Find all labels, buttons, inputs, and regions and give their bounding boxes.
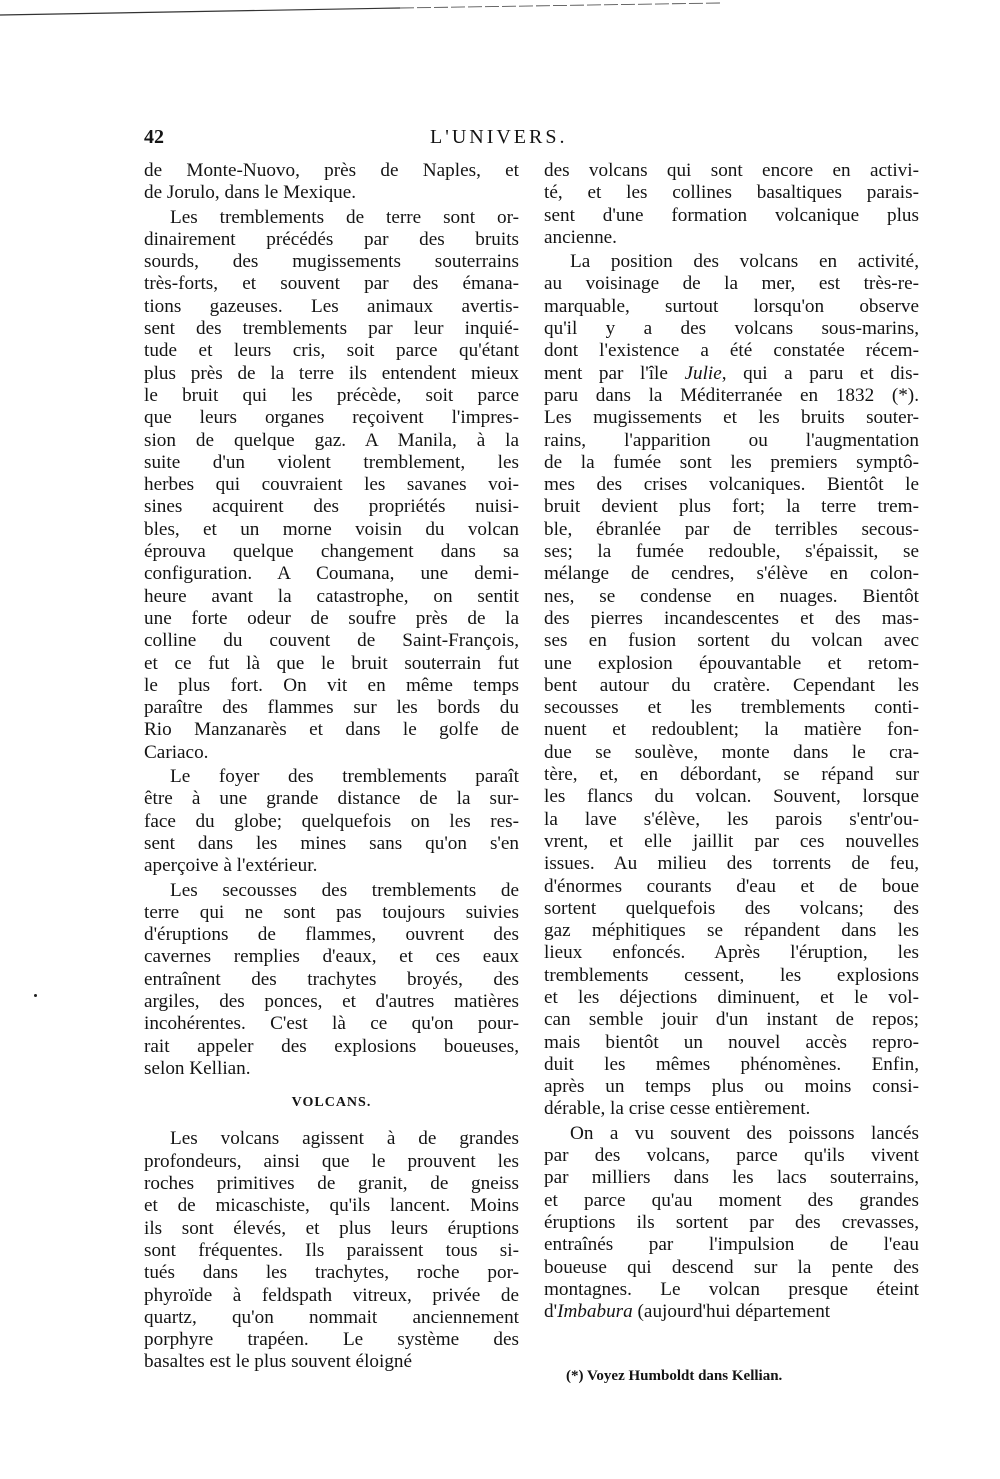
text-line: configuration. A Coumana, une demi- xyxy=(144,563,519,585)
text-line: mélange de cendres, s'élève en colon- xyxy=(544,563,919,585)
left-column xyxy=(144,160,519,1374)
text-line: sent d'une formation volcanique plus xyxy=(544,204,919,226)
text-line: Les mugissements et les bruits souter- xyxy=(544,407,919,429)
text-line: d'éruptions de flammes, ouvrent des xyxy=(144,924,519,946)
text-line: de Jorulo, dans le Mexique. xyxy=(144,182,357,204)
text-line: Cariaco. xyxy=(144,741,209,763)
paragraph xyxy=(544,160,919,249)
text-line: sion de quelque gaz. A Manila, à la xyxy=(144,429,519,451)
text-line: boueuse qui descend sur la pente des xyxy=(544,1256,919,1278)
text-line: colline du couvent de Saint-François, xyxy=(144,630,519,652)
text-line: ble, ébranlée par de terribles secous- xyxy=(544,518,919,540)
running-title: L'UNIVERS. xyxy=(430,126,568,148)
text-line: tude et leurs cris, soit parce qu'étant xyxy=(144,340,519,362)
text-line: aperçoive à l'extérieur. xyxy=(144,855,318,877)
text-line: et parce qu'au moment des grandes xyxy=(544,1189,919,1211)
text-line: au voisinage de la mer, est très-re- xyxy=(544,273,919,295)
text-line: ancienne. xyxy=(544,226,617,248)
text-line: issues. Au milieu des torrents de feu, xyxy=(544,853,919,875)
text-line: ses en fusion sortent du volcan avec xyxy=(544,630,919,652)
text-line: roches primitives de granit, de gneiss xyxy=(144,1173,519,1195)
text-line: Le foyer des tremblements paraît xyxy=(170,766,519,788)
text-line: plus près de la terre ils entendent mieux xyxy=(144,362,519,384)
text-line: que leurs organes reçoivent l'impres- xyxy=(144,407,519,429)
text-line: le plus fort. On vit en même temps xyxy=(144,674,519,696)
text-line: rains, l'apparition ou l'augmentation xyxy=(544,429,919,451)
text-line: Les secousses des tremblements de xyxy=(170,879,519,901)
text-line: par des volcans, parce qu'ils vivent xyxy=(544,1145,919,1167)
text-line: basaltes est le plus souvent éloigné xyxy=(144,1351,413,1373)
text-line: et de micaschiste, qu'ils lancent. Moins xyxy=(144,1195,519,1217)
right-column xyxy=(544,160,919,1323)
text-line: paraître des flammes sur les bords du xyxy=(144,697,519,719)
text-line: duit les mêmes phénomènes. Enfin, xyxy=(544,1053,919,1075)
text-line: paru dans la Méditerranée en 1832 (*). xyxy=(544,384,919,406)
text-line: sent des tremblements par leur inquié- xyxy=(144,318,519,340)
text-line: bles, et un morne voisin du volcan xyxy=(144,518,519,540)
text-line: secousses et les tremblements conti- xyxy=(544,697,919,719)
text-line: sent dans les mines sans qu'on s'en xyxy=(144,832,519,854)
text-line: argiles, des ponces, et d'autres matières xyxy=(144,990,519,1012)
text-line: phyroïde à feldspath vitreux, privée de xyxy=(144,1284,519,1306)
text-line: éruptions ils sortent par des crevasses, xyxy=(544,1211,919,1233)
text-line: une explosion épouvantable et retom- xyxy=(544,652,919,674)
text-line: heure avant la catastrophe, on sentit xyxy=(144,585,519,607)
text-line: être à une grande distance de la sur- xyxy=(144,788,519,810)
text-line: très-forts, et souvent par des émana- xyxy=(144,273,519,295)
running-head xyxy=(144,126,924,156)
text-line: tués dans les trachytes, roche por- xyxy=(144,1262,519,1284)
page-number: 42 xyxy=(144,126,164,148)
paragraph xyxy=(144,160,519,205)
text-line: et ce fut là que le bruit souterrain fut xyxy=(144,652,519,674)
text-line: de Monte-Nuovo, près de Naples, et xyxy=(144,160,519,181)
text-line: nuent et redoublent; la matière fon- xyxy=(544,719,919,741)
text-line: marquable, surtout lorsqu'on observe xyxy=(544,295,919,317)
text-line: le bruit qui les précède, soit parce xyxy=(144,384,519,406)
text-line: tremblements cessent, les explosions xyxy=(544,964,919,986)
text-line: suite d'un violent tremblement, les xyxy=(144,451,519,473)
text-line: ment par l'île Julie, qui a paru et dis- xyxy=(544,362,919,384)
text-line: tère, et, en débordant, se répand sur xyxy=(544,764,919,786)
text-line: nes, se condense en nuages. Bientôt xyxy=(544,585,919,607)
text-line: porphyre trapéen. Le système des xyxy=(144,1329,519,1351)
text-line: éprouva quelque changement dans sa xyxy=(144,541,519,563)
text-line: sourds, des mugissements souterrains xyxy=(144,251,519,273)
text-line: une forte odeur de soufre près de la xyxy=(144,607,519,629)
text-line: dérable, la crise cesse entièrement. xyxy=(544,1098,811,1120)
text-line: due se soulève, monte dans le cra- xyxy=(544,741,919,763)
text-line: On a vu souvent des poissons lancés xyxy=(570,1122,919,1144)
text-line: rait appeler des explosions boueuses, xyxy=(144,1035,519,1057)
text-line: ils sont élevés, et plus leurs éruptions xyxy=(144,1217,519,1239)
text-line: après un temps plus ou moins consi- xyxy=(544,1076,919,1098)
text-line: bent autour du cratère. Cependant les xyxy=(544,674,919,696)
text-line: face du globe; quelquefois on les res- xyxy=(144,810,519,832)
paragraph xyxy=(144,766,519,877)
text-line: entraînés par l'impulsion de l'eau xyxy=(544,1234,919,1256)
text-line: des pierres incandescentes et des mas- xyxy=(544,607,919,629)
text-line: quartz, qu'on nommait anciennement xyxy=(144,1306,519,1328)
paragraph xyxy=(544,251,919,1121)
text-line: cavernes remplies d'eaux, et ces eaux xyxy=(144,946,519,968)
paragraph xyxy=(544,1123,919,1324)
text-line: sont fréquentes. Ils paraissent tous si- xyxy=(144,1239,519,1261)
text-line: Les tremblements de terre sont or- xyxy=(170,206,519,228)
text-line: d'Imbabura (aujourd'hui département xyxy=(544,1301,831,1323)
text-line: sines acquirent des propriétés nuisi- xyxy=(144,496,519,518)
paragraph xyxy=(144,207,519,764)
text-line: selon Kellian. xyxy=(144,1057,251,1079)
text-line: incohérentes. C'est là ce qu'on pour- xyxy=(144,1013,519,1035)
footnote: (*) Voyez Humboldt dans Kellian. xyxy=(566,1368,783,1384)
text-line: bruit devient plus fort; la terre trem- xyxy=(544,496,919,518)
text-line: mes des crises volcaniques. Bientôt le xyxy=(544,474,919,496)
text-line: sortent quelquefois des volcans; des xyxy=(544,897,919,919)
text-line: tions gazeuses. Les animaux avertis- xyxy=(144,295,519,317)
text-line: de la fumée sont les premiers symptô- xyxy=(544,451,919,473)
text-line: dinairement précédés par des bruits xyxy=(144,228,519,250)
text-line: herbes qui couvraient les savanes voi- xyxy=(144,474,519,496)
paragraph xyxy=(144,1128,519,1373)
text-line: terre qui ne sont pas toujours suivies xyxy=(144,901,519,923)
text-line: profondeurs, ainsi que le prouvent les xyxy=(144,1150,519,1172)
scan-edge-artifact xyxy=(0,2,720,14)
text-line: entraînent des trachytes broyés, des xyxy=(144,968,519,990)
text-line: ses; la fumée redouble, s'épaissit, se xyxy=(544,541,919,563)
text-line: vrent, et elle jaillit par ces nouvelles xyxy=(544,830,919,852)
text-line: mais bientôt un nouvel accès repro- xyxy=(544,1031,919,1053)
text-line: lieux enfoncés. Après l'éruption, les xyxy=(544,942,919,964)
text-line: gaz méphitiques se répandent dans les xyxy=(544,920,919,942)
text-line: qu'il y a des volcans sous-marins, xyxy=(544,318,919,340)
text-line: et les déjections diminuent, et le vol- xyxy=(544,986,919,1008)
section-heading: VOLCANS. xyxy=(291,1095,372,1111)
text-line: d'énormes courants d'eau et de boue xyxy=(544,875,919,897)
scan-speck xyxy=(34,994,37,997)
text-line: par milliers dans les lacs souterrains, xyxy=(544,1167,919,1189)
text-line: can semble jouir d'un instant de repos; xyxy=(544,1009,919,1031)
text-line: La position des volcans en activité, xyxy=(570,251,919,273)
text-line: dont l'existence a été constatée récem- xyxy=(544,340,919,362)
text-line: des volcans qui sont encore en activi- xyxy=(544,160,919,181)
text-line: Rio Manzanarès et dans le golfe de xyxy=(144,719,519,741)
text-line: la lave s'élève, les parois s'entr'ou- xyxy=(544,808,919,830)
text-line: Les volcans agissent à de grandes xyxy=(170,1128,519,1150)
text-line: les flancs du volcan. Souvent, lorsque xyxy=(544,786,919,808)
text-line: té, et les collines basaltiques parais- xyxy=(544,182,919,204)
text-line: montagnes. Le volcan presque éteint xyxy=(544,1278,919,1300)
paragraph xyxy=(144,880,519,1081)
